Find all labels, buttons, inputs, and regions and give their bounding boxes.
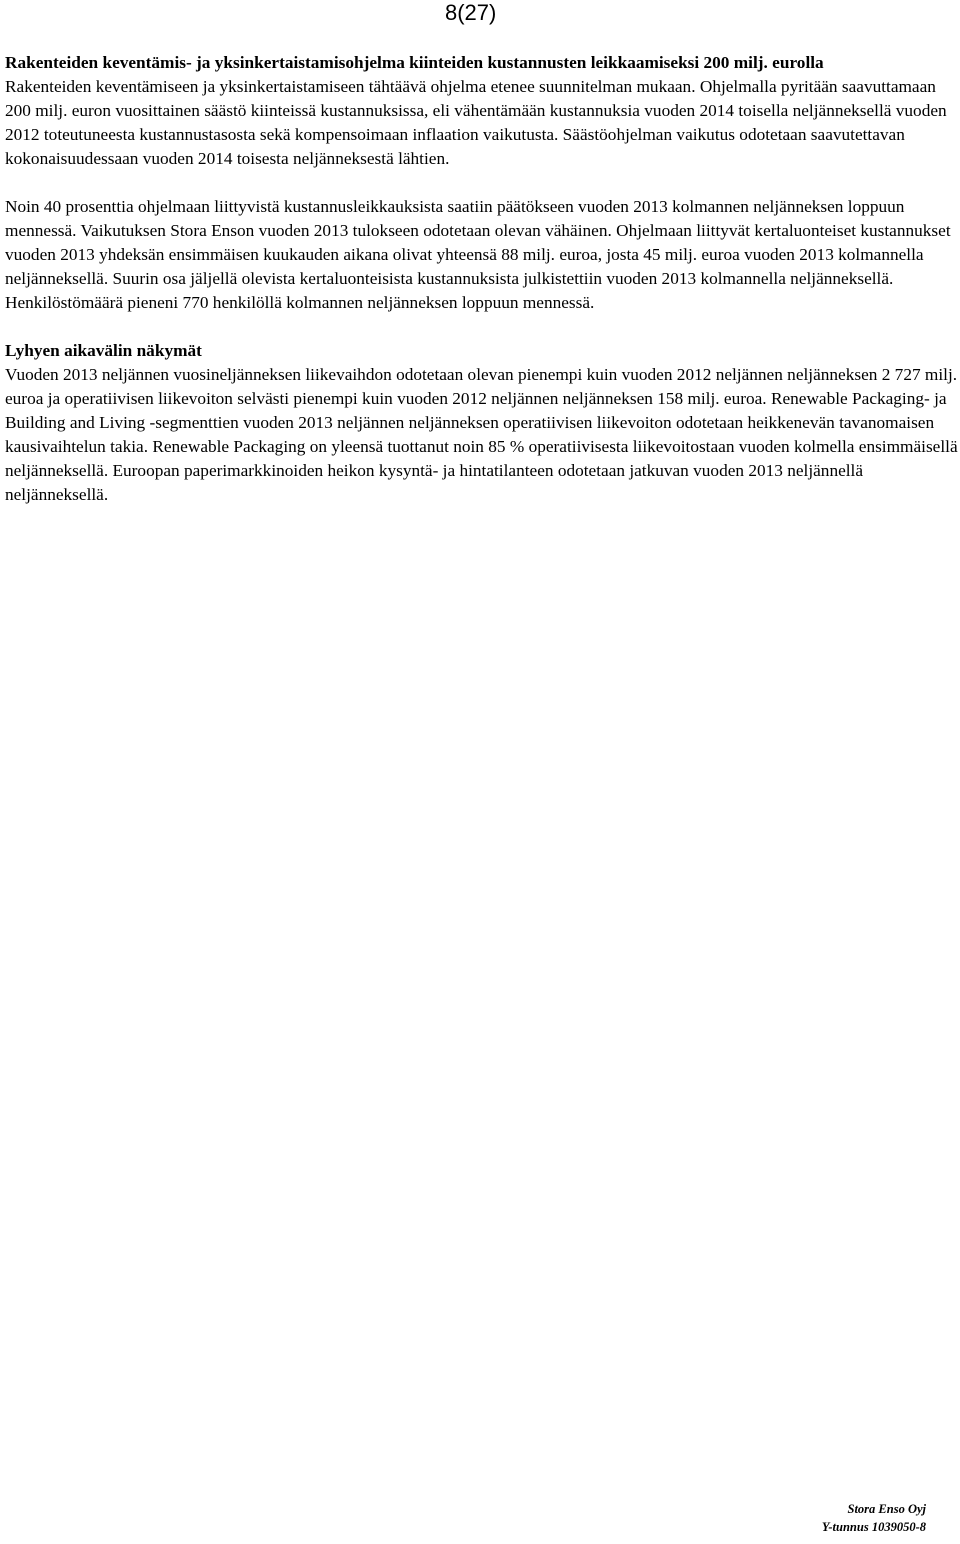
footer-company: Stora Enso Oyj [847, 1502, 926, 1516]
section-spacer [5, 315, 958, 339]
savings-paragraph-2: Noin 40 prosenttia ohjelmaan liittyvistä kustannusleikkauksista saatiin päätökseen vuoden 2013 kolmannen neljänneksen loppuun mennessä. Vaikutuksen Stora Enson vuoden 2013 tulokseen odotetaan olevan vähäinen. Ohjelmaan liittyvät kertaluonteiset kustannukset vuoden 2013 yhdeksän ensimmäisen kuukauden aikana olivat yhteensä 88 milj. euroa, josta 45 milj. euroa vuoden 2013 kolmannella neljänneksellä. Suurin osa jäljellä olevista kertaluonteisista kustannuksista julkistettiin vuoden 2013 kolmannella neljänneksellä. Henkilöstömäärä pieneni 770 henkilöllä kolmannen neljänneksen loppuun mennessä. [5, 197, 951, 312]
paragraph-spacer [5, 171, 958, 195]
savings-heading: Rakenteiden keventämis- ja yksinkertaistamisohjelma kiinteiden kustannusten leikkaamiseksi 200 milj. eurolla [5, 53, 824, 72]
page-number: 8(27) [445, 0, 497, 25]
footer-business-id: Y-tunnus 1039050-8 [821, 1520, 926, 1534]
document-body [5, 51, 958, 507]
savings-paragraph-1: Rakenteiden keventämiseen ja yksinkertaistamiseen tähtäävä ohjelma etenee suunnitelman mukaan. Ohjelmalla pyritään saavuttamaan 200 milj. euron vuosittainen säästö kiinteissä kustannuksissa, eli vähentämään kustannuksia vuoden 2014 toisella neljänneksellä vuoden 2012 toteutuneesta kustannustasosta sekä kompensoimaan inflaation vaikutusta. Säästöohjelman vaikutus odotetaan saavutettavan kokonaisuudessaan vuoden 2014 toisesta neljänneksestä lähtien. [5, 77, 947, 168]
outlook-paragraph: Vuoden 2013 neljännen vuosineljänneksen liikevaihdon odotetaan olevan pienempi kuin vuoden 2012 neljännen neljänneksen 2 727 milj. euroa ja operatiivisen liikevoiton selvästi pienempi kuin vuoden 2012 neljännen neljänneksen 158 milj. euroa. Renewable Packaging- ja Building and Living -segmenttien vuoden 2013 neljännen neljänneksen operatiivisen liikevoiton odotetaan heikkenevän tavanomaisen kausivaihtelun takia. Renewable Packaging on yleensä tuottanut noin 85 % operatiivisesta liikevoitostaan vuoden kolmella ensimmäisellä neljänneksellä. Euroopan paperimarkkinoiden heikon kysyntä- ja hintatilanteen odotetaan jatkuvan vuoden 2013 neljännellä neljänneksellä. [5, 365, 958, 504]
outlook-heading: Lyhyen aikavälin näkymät [5, 341, 202, 360]
page-footer [822, 1500, 926, 1536]
